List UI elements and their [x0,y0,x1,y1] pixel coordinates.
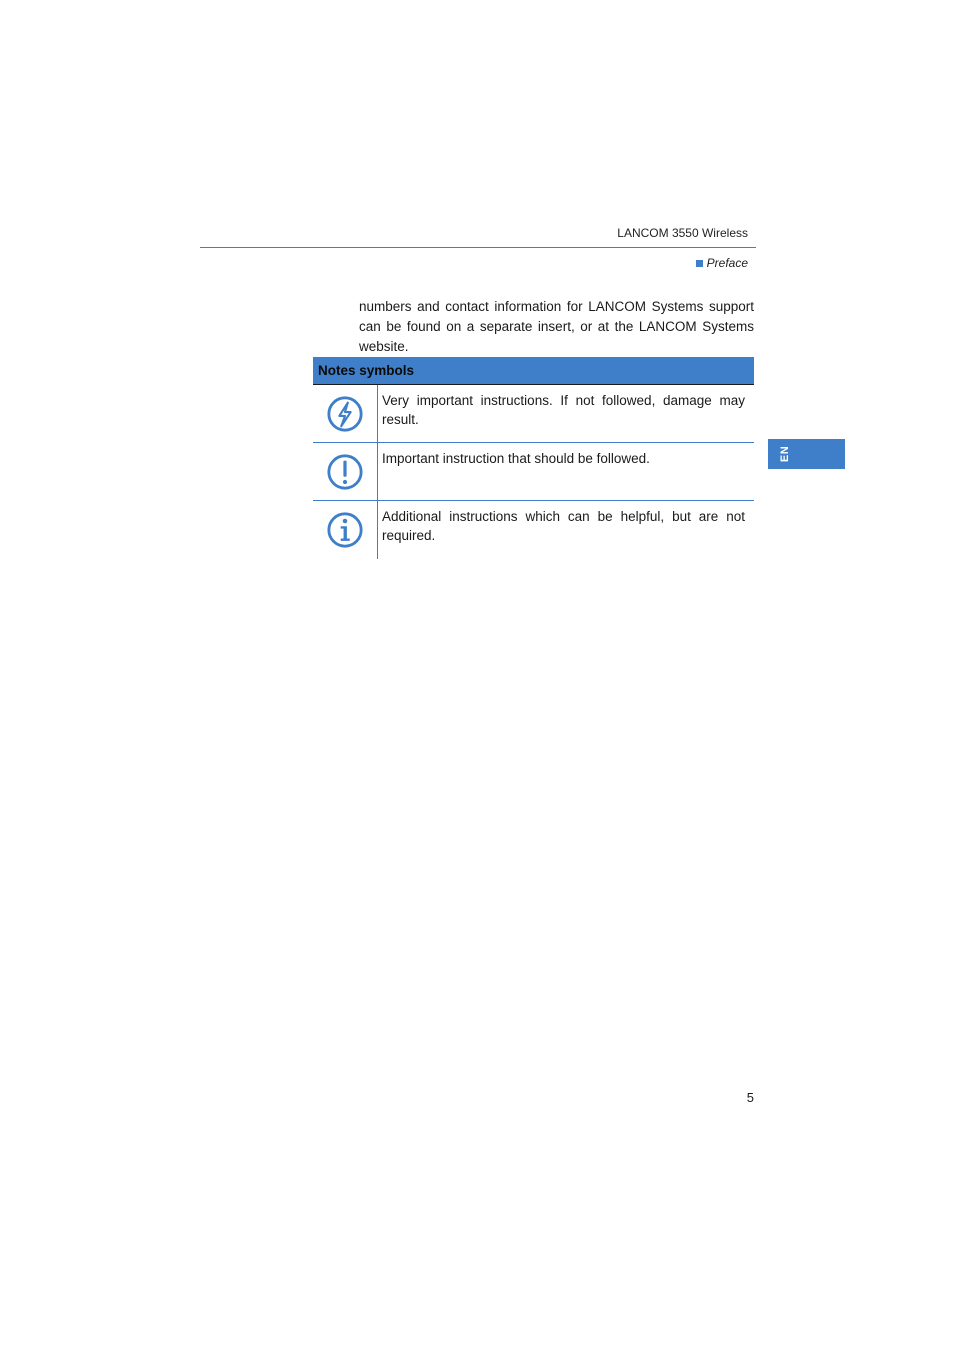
icon-cell [313,443,378,500]
exclamation-icon [326,453,364,491]
language-tab [768,439,845,469]
table-row [313,385,754,443]
note-description: Important instruction that should be followed. [382,451,650,466]
body-paragraph: numbers and contact information for LANCOM Systems support can be found on a separate insert, or at the LANCOM Systems website. [359,299,754,354]
section-label [696,256,748,270]
section-name: Preface [706,256,748,270]
icon-cell [313,501,378,559]
notes-symbols-table [313,357,754,559]
info-icon [326,511,364,549]
document-title: LANCOM 3550 Wireless [617,226,748,240]
section-marker-icon [696,260,703,267]
note-description: Very important instructions. If not followed, damage may result. [382,393,745,427]
table-row [313,443,754,501]
header-rule [200,247,756,248]
icon-cell [313,385,378,442]
table-row [313,501,754,559]
note-description: Additional instructions which can be helpful, but are not required. [382,509,745,543]
lightning-warning-icon [326,395,364,433]
page-number: 5 [746,1090,754,1105]
language-tab-label: EN [779,445,791,463]
notes-table-header: Notes symbols [313,357,754,385]
